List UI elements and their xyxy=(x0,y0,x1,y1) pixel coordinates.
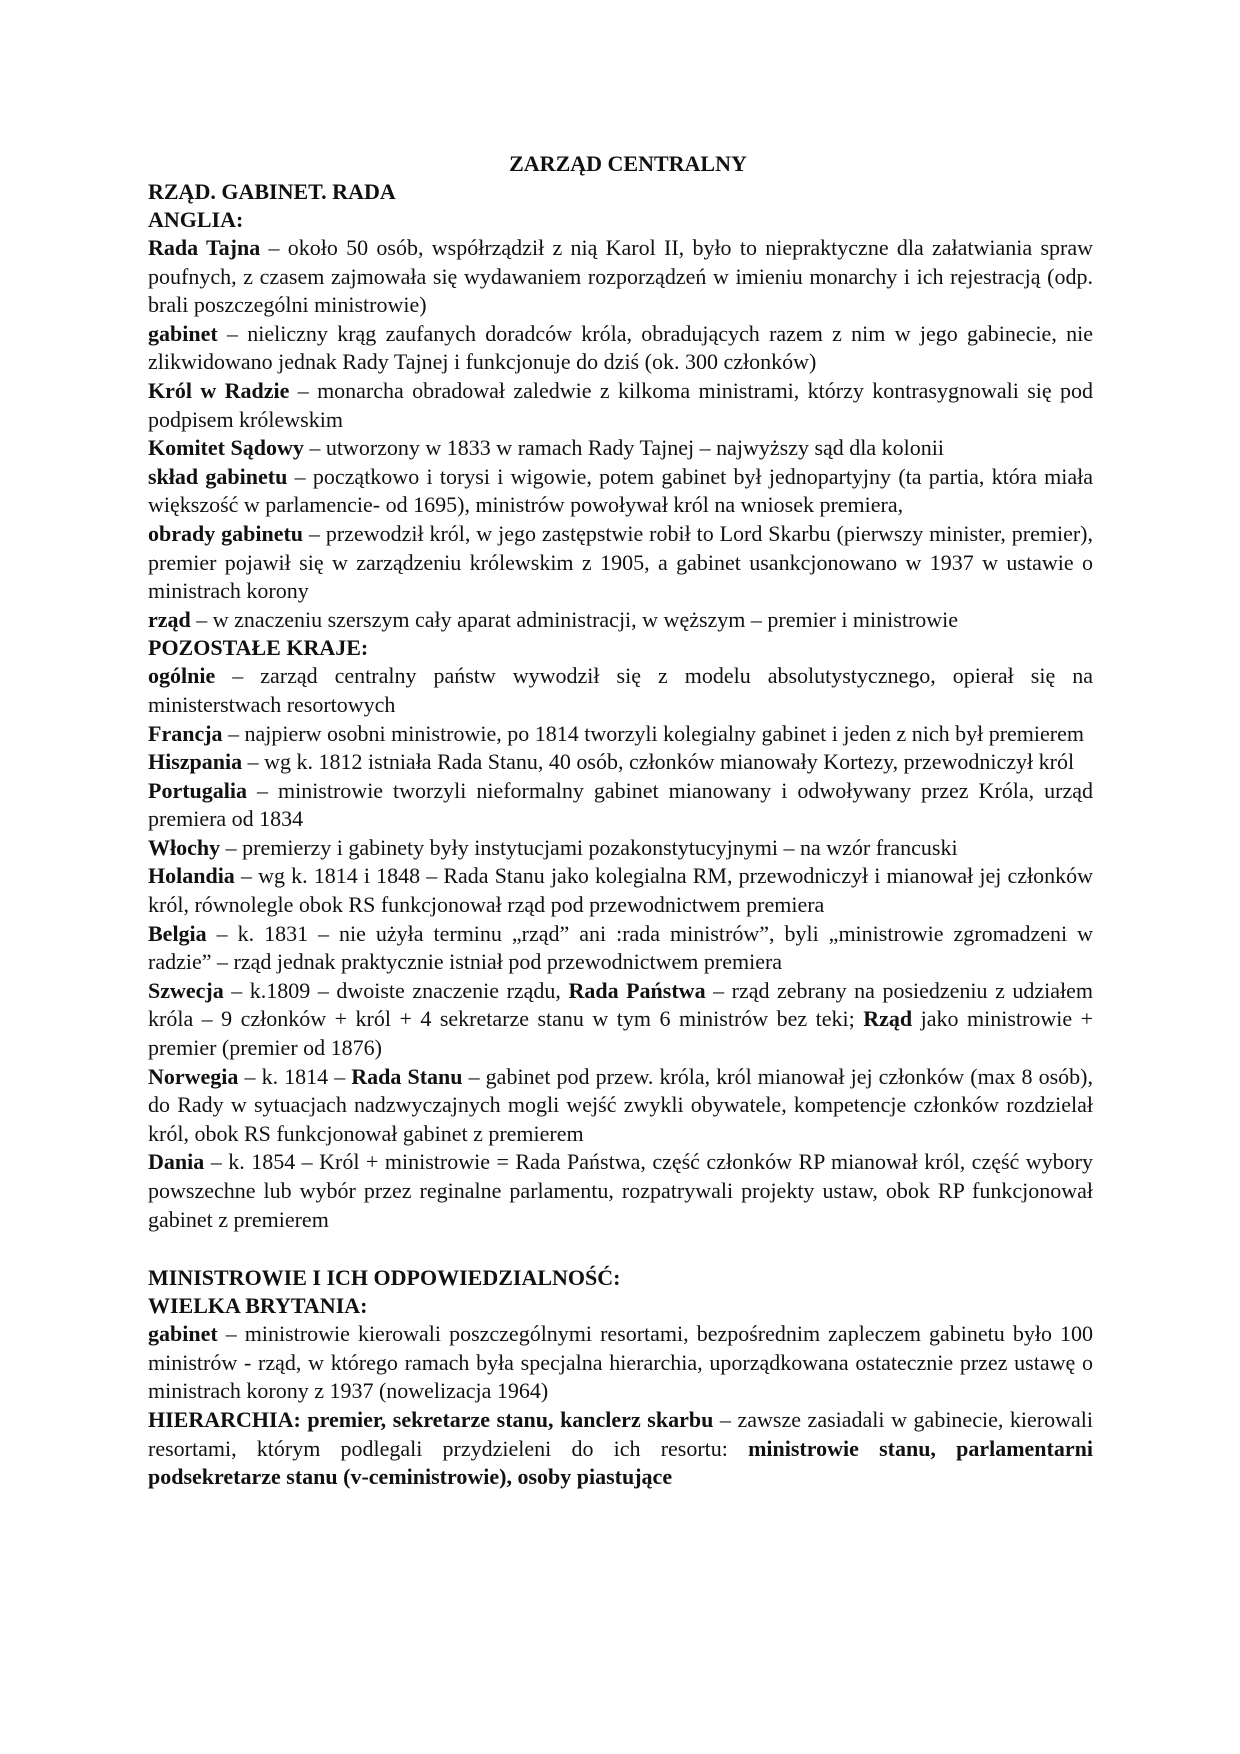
subheading-wielka-brytania: WIELKA BRYTANIA: xyxy=(148,1293,368,1319)
text-hierarchia: – zawsze zasiadali w gabinecie, kierowali resortami, którym podlegali przydzieleni do ich resortu: xyxy=(148,1406,1093,1461)
term-dania: Dania xyxy=(148,1149,205,1175)
pozostale-term: Belgia xyxy=(148,920,207,946)
paragraph-szwecja xyxy=(148,977,1093,1063)
anglia-text: – w znaczeniu szerszym cały aparat administracji, w węższym – premier i ministrowie xyxy=(190,606,959,632)
anglia-paragraphs xyxy=(148,234,1093,634)
term-rada-stanu: Rada Stanu xyxy=(351,1063,463,1089)
pozostale-text: – k. 1831 – nie użyła terminu „rząd” ani :rada ministrów”, byli „ministrowie zgromadzeni w radzie” – rząd jednak praktycznie istniał pod przewodnictwem premiera xyxy=(148,920,1093,975)
document-title: ZARZĄD CENTRALNY xyxy=(509,151,747,176)
pozostale-text: – ministrowie tworzyli nieformalny gabinet mianowany i odwoływany przez Króla, urząd premiera od 1834 xyxy=(148,777,1093,832)
pozostale-text: – premierzy i gabinety były instytucjami pozakonstytucyjnymi – na wzór francuski xyxy=(220,834,958,860)
pozostale-paragraph xyxy=(148,748,1093,777)
anglia-term: skład gabinetu xyxy=(148,463,288,489)
anglia-term: obrady gabinetu xyxy=(148,520,304,546)
anglia-term: Komitet Sądowy xyxy=(148,435,304,461)
anglia-paragraph xyxy=(148,434,1093,463)
pozostale-paragraph xyxy=(148,720,1093,749)
pozostale-text: – wg k. 1812 istniała Rada Stanu, 40 osób, członków mianowały Kortezy, przewodniczył król xyxy=(242,749,1075,775)
pozostale-term: Włochy xyxy=(148,834,221,860)
anglia-term: Król w Radzie xyxy=(148,377,290,403)
text-gabinet-wb: – ministrowie kierowali poszczególnymi resortami, bezpośrednim zapleczem gabinetu było 100 ministrów - rząd, w którego ramach była specjalna hierarchia, uporządkowana ostatecznie przez ustawę o ministrach korony z 1937 (nowelizacja 1964) xyxy=(148,1321,1093,1404)
term-gabinet-wb: gabinet xyxy=(148,1321,218,1347)
pozostale-text: – wg k. 1814 i 1848 – Rada Stanu jako kolegialna RM, przewodniczył i mianował jej członków król, równolegle obok RS funkcjonował rząd pod przewodnictwem premiera xyxy=(148,863,1093,918)
pozostale-paragraph xyxy=(148,834,1093,863)
text-norwegia-1: – k. 1814 – xyxy=(238,1063,352,1089)
term-ministrowie-stanu: ministrowie stanu, parlamentarni podsekretarze stanu (v-ceministrowie), osoby piastujące xyxy=(148,1435,1093,1490)
term-hierarchia: HIERARCHIA: premier, sekretarze stanu, kanclerz skarbu xyxy=(148,1406,714,1432)
anglia-paragraph xyxy=(148,320,1093,377)
anglia-term: Rada Tajna xyxy=(148,235,261,260)
anglia-text: – nieliczny krąg zaufanych doradców króla, obradujących razem z nim w jego gabinecie, nie zlikwidowano jednak Rady Tajnej i funkcjonuje do dziś (ok. 300 członków) xyxy=(148,320,1093,375)
pozostale-term: ogólnie xyxy=(148,663,216,689)
section-heading-rzad: RZĄD. GABINET. RADA xyxy=(148,179,396,204)
section-gap xyxy=(148,1234,1093,1264)
text-szwecja-3: jako ministrowie + premier (premier od 1876) xyxy=(148,1006,1093,1061)
subheading-pozostale: POZOSTAŁE KRAJE: xyxy=(148,635,369,661)
anglia-term: rząd xyxy=(148,606,191,632)
text-szwecja-1: – k.1809 – dwoiste znaczenie rządu, xyxy=(223,977,569,1003)
anglia-paragraph xyxy=(148,377,1093,434)
anglia-paragraph xyxy=(148,234,1093,320)
anglia-text: – przewodził król, w jego zastępstwie robił to Lord Skarbu (pierwszy minister, premier), premier pojawił się w zarządzeniu królewskim z 1905, a gabinet usankcjonowano w 1937 w ustawie o ministrach korony xyxy=(148,520,1093,604)
anglia-text: – początkowo i torysi i wigowie, potem gabinet był jednopartyjny (ta partia, która miała większość w parlamencie- od 1695), ministrów powoływał król na wniosek premiera, xyxy=(148,463,1094,518)
anglia-text: – około 50 osób, współrządził z nią Karol II, było to niepraktyczne dla załatwiania spraw poufnych, z czasem zajmowała się wydawaniem rozporządzeń w imieniu monarchy i ich rejestracją (odp. brali poszczególni ministrowie) xyxy=(148,235,1093,318)
anglia-paragraph xyxy=(148,520,1093,606)
anglia-text: – monarcha obradował zaledwie z kilkoma ministrami, którzy kontrasygnowali się pod podpisem królewskim xyxy=(148,377,1093,432)
pozostale-term: Francja xyxy=(148,720,223,746)
pozostale-paragraph xyxy=(148,920,1093,977)
anglia-paragraph xyxy=(148,463,1093,520)
pozostale-text: – zarząd centralny państw wywodził się z modelu absolutystycznego, opierał się na ministerstwach resortowych xyxy=(148,663,1093,717)
text-dania: – k. 1854 – Król + ministrowie = Rada Państwa, część członków RP mianował król, część wybory powszechne lub wybór przez reginalne parlamentu, rozpatrywali projekty ustaw, obok RP funkcjonował gabinet z premierem xyxy=(148,1149,1093,1232)
paragraph-gabinet-wb xyxy=(148,1320,1093,1406)
pozostale-term: Holandia xyxy=(148,863,235,889)
term-rada-panstwa: Rada Państwa xyxy=(568,977,706,1003)
anglia-term: gabinet xyxy=(148,320,218,346)
pozostale-term: Hiszpania xyxy=(148,749,243,775)
term-rzad: Rząd xyxy=(863,1006,913,1032)
text-szwecja-2: – rząd zebrany na posiedzeniu z udziałem króla – 9 członków + król + 4 sekretarze stanu w tym 6 ministrów bez teki; xyxy=(148,977,1094,1032)
text-norwegia-2: – gabinet pod przew. króla, król mianował jej członków (max 8 osób), do Rady w sytuacjach nadzwyczajnych mogli wejść zwykli obywatele, kompetencje członków rozdzielał król, obok RS funkcjonował gabinet z premierem xyxy=(148,1063,1094,1146)
subheading-anglia: ANGLIA: xyxy=(148,207,244,232)
pozostale-term: Portugalia xyxy=(148,777,247,803)
pozostale-paragraph xyxy=(148,662,1093,719)
anglia-text: – utworzony w 1833 w ramach Rady Tajnej – najwyższy sąd dla kolonii xyxy=(303,435,945,461)
term-norwegia: Norwegia xyxy=(148,1063,239,1089)
pozostale-text: – najpierw osobni ministrowie, po 1814 tworzyli kolegialny gabinet i jeden z nich był premierem xyxy=(222,720,1085,746)
paragraph-dania xyxy=(148,1148,1093,1234)
paragraph-norwegia xyxy=(148,1063,1093,1149)
pozostale-paragraph xyxy=(148,862,1093,919)
section-heading-ministrowie: MINISTROWIE I ICH ODPOWIEDZIALNOŚĆ: xyxy=(148,1265,621,1291)
paragraph-hierarchia xyxy=(148,1406,1093,1492)
pozostale-paragraph xyxy=(148,777,1093,834)
pozostale-paragraphs xyxy=(148,662,1093,977)
anglia-paragraph xyxy=(148,606,1093,635)
term-szwecja: Szwecja xyxy=(148,977,224,1003)
